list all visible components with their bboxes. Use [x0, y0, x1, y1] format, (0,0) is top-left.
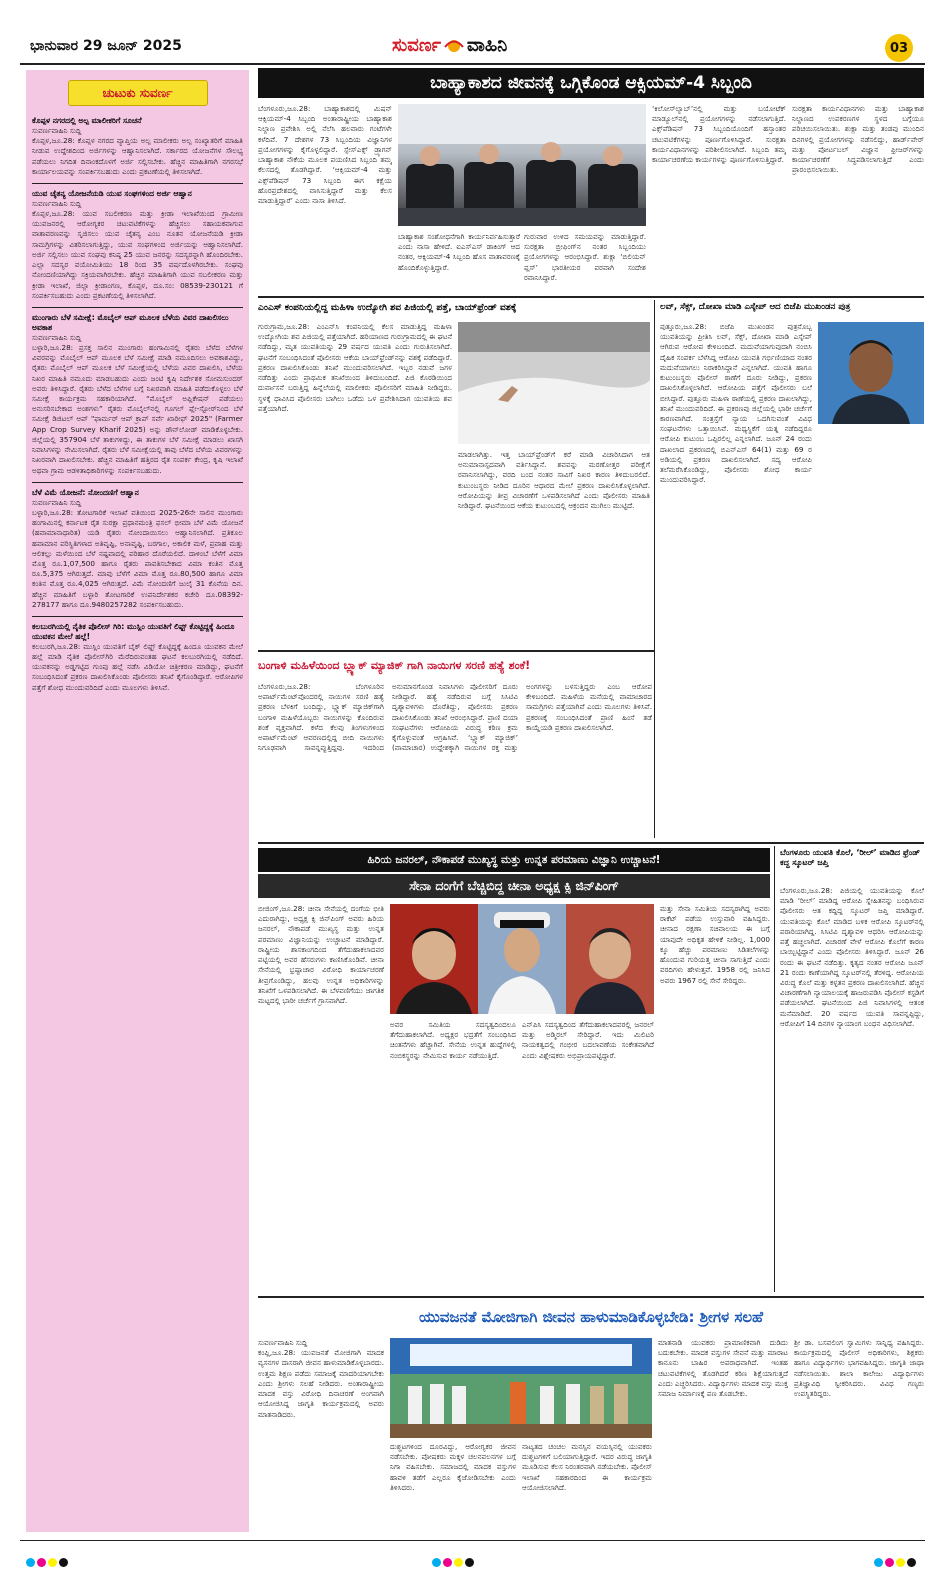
brand-left: ಸುವರ್ಣ [392, 34, 441, 56]
lead-col-2: ಬಾಹ್ಯಾಕಾಶ ಸಂಶೋಧನೆಗಾಗಿ ಕಾರ್ಯನಿರ್ವಹಿಸುತ್ತಾರೆ ಎಂದು ನಾಸಾ ಹೇಳಿದೆ. ಐಎಸ್‌ಎಸ್ ಡಾಕಿಂಗ್ ಆದ ನಂತರ, ಆಕ್ಸಿಯಮ್-4 ಸಿಬ್ಬಂದಿ ಹೊಸ ವಾತಾವರಣಕ್ಕೆ ಹೊಂದಿಕೊಳ್ಳುತ್ತಿದ್ದಾರೆ. [398, 232, 520, 272]
brief-item [32, 622, 243, 693]
divider [258, 296, 924, 298]
page-number-badge [885, 34, 913, 62]
registration-marks-right [874, 1552, 918, 1571]
brief-body: ಸುವರ್ಣವಾಹಿನಿ ಸುದ್ದಿ ಕೊಪ್ಪಳ,ಜೂ.28: ಕೊಪ್ಪಳ ನಗರದ ವ್ಯಾಪ್ತಿಯ ಅಲ್ಪ ಮಾಲೀಕರು ಅಲ್ಪ ಸಂಖ್ಯಾತರಿಗೆ ಮಾಹಿತಿ ನೀಡುವ ಉದ್ದೇಶದಿಂದ ಅರ್ಜಿಗಳನ್ನು ಆಹ್ವಾನಿಸಲಾಗಿದೆ. ಸರ್ಕಾರದ ಯೋಜನೆಗಳ ಸೌಲಭ್ಯ ಪಡೆಯಲು ನಿಗದಿತ ದಿನಾಂಕದೊಳಗೆ ಅರ್ಜಿ ಸಲ್ಲಿಸಬೇಕು. ಹೆಚ್ಚಿನ ಮಾಹಿತಿಗಾಗಿ ನಗರಸಭೆ ಕಾರ್ಯಾಲಯವನ್ನು ಸಂಪರ್ಕಿಸಬಹುದು ಎಂದು ಪ್ರಕಟಣೆಯಲ್ಲಿ ತಿಳಿಸಲಾಗಿದೆ. [32, 125, 243, 176]
brief-item [32, 313, 243, 476]
story5-col-4: ಮತ್ತು ಸೇನಾ ಸಮಿತಿಯ ಸದಸ್ಯರಾಗಿದ್ದ ಅವರು ರಾಕೆಟ್ ಪಡೆಯ ಉಸ್ತುವಾರಿ ವಹಿಸಿದ್ದರು. ಚೀನಾದ ರಕ್ಷಣಾ ಸಚಿವಾಲಯ ಈ ಬಗ್ಗೆ ಯಾವುದೇ ಅಧಿಕೃತ ಹೇಳಿಕೆ ನೀಡಿಲ್ಲ. 1,000 ಕ್ಕೂ ಹೆಚ್ಚು ಪರಮಾಣು ಸಿಡಿತಲೆಗಳನ್ನು ಹೊಂದುವ ಗುರಿಯತ್ತ ಚೀನಾ ಸಾಗುತ್ತಿದೆ ಎಂದು ವರದಿಗಳು ಹೇಳುತ್ತವೆ. 1958 ರಲ್ಲಿ ಜನಿಸಿದ ಅವರು 1967 ರಲ್ಲಿ ಸೇನೆ ಸೇರಿದ್ದರು. [660, 904, 770, 985]
lead-photo-astronauts [398, 104, 646, 226]
story7-col-5: ಶ್ರೀ ಡಾ. ಬಸವಲಿಂಗ ಸ್ವಾಮಿಗಳು ಸಾನ್ನಿಧ್ಯ ವಹಿಸಿದ್ದರು. ಕಾರ್ಯಕ್ರಮದಲ್ಲಿ ಪೊಲೀಸ್ ಅಧಿಕಾರಿಗಳು, ಶಿಕ್ಷಕರು ಹಾಗೂ ವಿದ್ಯಾರ್ಥಿಗಳು ಭಾಗವಹಿಸಿದ್ದರು. ಜಾಗೃತಿ ಜಾಥಾ ನಡೆಸಲಾಯಿತು. ಶಾಲಾ ಕಾಲೇಜು ವಿದ್ಯಾರ್ಥಿಗಳು ಪ್ರತಿಜ್ಞಾವಿಧಿ ಸ್ವೀಕರಿಸಿದರು. ವಿವಿಧ ಗಣ್ಯರು ಉಪಸ್ಥಿತರಿದ್ದರು. [794, 1338, 924, 1399]
lead-headline: ಬಾಹ್ಯಾಕಾಶದ ಜೀವನಕ್ಕೆ ಒಗ್ಗಿಕೊಂಡ ಆಕ್ಸಿಯಮ್-4 ಸಿಬ್ಬಂದಿ [430, 73, 752, 93]
lead-col-4: ‘ಕಿಲೋಸ್‌ಲ್ಯಾಬ್’ನಲ್ಲಿ ಮತ್ತು ಬಯೋಟೆಕ್ ಮಾಡ್ಯೂಲ್‌ನಲ್ಲಿ ಪ್ರಯೋಗಗಳನ್ನು ನಡೆಸಲಾಗುತ್ತಿದೆ. ಎಕ್ಸ್‌ಪೆಡಿಷನ್ 73 ಸಿಬ್ಬಂದಿಯೊಂದಿಗೆ ಹಸ್ತಾಂತರ ಚಟುವಟಿಕೆಗಳನ್ನು ಪೂರ್ಣಗೊಳಿಸಿದ್ದಾರೆ. ಸುರಕ್ಷತಾ ಕಾರ್ಯವಿಧಾನಗಳನ್ನು ಪರಿಶೀಲಿಸಲಾಗಿದೆ. ಸಿಬ್ಬಂದಿ ತಮ್ಮ ಕಾರ್ಯಾಚರಣೆಯ ಕಾರ್ಯಗಳನ್ನು ಪೂರ್ಣಗೊಳಿಸುತ್ತಿದ್ದಾರೆ. [652, 104, 786, 165]
story2-photo-covered-body [458, 322, 650, 444]
brief-item [32, 488, 243, 610]
brief-title: ಕೊಪ್ಪಳ ನಗರದಲ್ಲಿ ಅಲ್ಪ ಮಾಲೀಕರಿಗೆ ಸೂಚನೆ [32, 116, 142, 125]
divider [32, 482, 243, 483]
brief-item [32, 116, 243, 177]
page-number: 03 [889, 40, 909, 56]
story7-col-2: ದುಶ್ಚಟಗಳಿಂದ ದೂರವಿದ್ದು, ಆರೋಗ್ಯಕರ ಜೀವನ ನಡೆಸಬೇಕು. ಪೋಷಕರು ಮಕ್ಕಳ ಚಲನವಲನಗಳ ಬಗ್ಗೆ ನಿಗಾ ವಹಿಸಬೇಕು. ಸಮಾಜದಲ್ಲಿ ಮಾದಕ ವಸ್ತುಗಳ ಹಾವಳಿ ತಡೆಗೆ ಎಲ್ಲರೂ ಕೈಜೋಡಿಸಬೇಕು ಎಂದು ತಿಳಿಸಿದರು. [390, 1442, 516, 1492]
sidebar [26, 70, 249, 1532]
vertical-divider [654, 300, 655, 838]
story7-col-1: ಸುವರ್ಣವಾಹಿನಿ ಸುದ್ದಿ ಕಂಪ್ಲಿ,ಜೂ.28: ಯುವಜನತೆ ಮೋಜಿಗಾಗಿ ಮಾದಕ ವ್ಯಸನಗಳ ದಾಸರಾಗಿ ಜೀವನ ಹಾಳುಮಾಡಿಕೊಳ್ಳಬಾರದು. ಉತ್ತಮ ಶಿಕ್ಷಣ ಪಡೆದು ಸಮಾಜಕ್ಕೆ ಮಾದರಿಯಾಗಬೇಕು ಎಂದು ಶ್ರೀಗಳು ಸಲಹೆ ನೀಡಿದರು. ಅಂತಾರಾಷ್ಟ್ರೀಯ ಮಾದಕ ವಸ್ತು ವಿರೋಧಿ ದಿನಾಚರಣೆ ಅಂಗವಾಗಿ ಆಯೋಜಿಸಿದ್ದ ಜಾಗೃತಿ ಕಾರ್ಯಕ್ರಮದಲ್ಲಿ ಅವರು ಮಾತನಾಡಿದರು. [258, 1338, 384, 1419]
story2-headline: ಎಂಎಸ್ ಕಂಪನಿಯಲ್ಲಿದ್ದ ಮಹಿಳಾ ಉದ್ಯೋಗಿ ಶವ ಪಿಜಿಯಲ್ಲಿ ಪತ್ತೆ, ಬಾಯ್‌ಫ್ರೆಂಡ್ ವಶಕ್ಕೆ [258, 302, 517, 313]
story7-headline: ಯುವಜನತೆ ಮೋಜಿಗಾಗಿ ಜೀವನ ಹಾಳುಮಾಡಿಕೊಳ್ಳಬೇಡಿ: ಶ್ರೀಗಳ ಸಲಹೆ [418, 1308, 764, 1326]
story5-headline-bar [258, 874, 770, 898]
sidebar-banner-label: ಚುಟುಕು ಸುವರ್ಣ [102, 85, 173, 100]
divider [32, 183, 243, 184]
brief-body: ಸುವರ್ಣವಾಹಿನಿ ಸುದ್ದಿ ಬಳ್ಳಾರಿ,ಜೂ.28: ಪ್ರಸಕ್ತ ಸಾಲಿನ ಮುಂಗಾರು ಹಂಗಾಮಿನಲ್ಲಿ ರೈತರು ಬೆಳೆದ ಬೆಳೆಗಳ ವಿವರವನ್ನು ಮೊಬೈಲ್ ಆಪ್ ಮೂಲಕ ಬೆಳೆ ಸಮೀಕ್ಷೆ ಮಾಡಿ ನಮೂದಿಸಲು ಅವಕಾಶವಿದ್ದು, ರೈತರು ಮೊಬೈಲ್ ಆಪ್ ಮೂಲಕ ಬೆಳೆ ಸಮೀಕ್ಷೆಯಲ್ಲಿ ಬೆಳೆಯ ವಿವರ ದಾಖಲಿಸಿ, ಬೆಳೆಯ ನಿಖರ ಮಾಹಿತಿ ನಮೂದು ಮಾಡಬಹುದು ಎಂದು ಜಂಟಿ ಕೃಷಿ ನಿರ್ದೇಶಕ ಸೋಮಸುಂದರ್ ಅವರು ತಿಳಿಸಿದ್ದಾರೆ. ರೈತರು ಬೆಳೆದ ಬೆಳೆಗಳ ಬಗ್ಗೆ ನಿಖರವಾಗಿ ಮಾಹಿತಿ ಪಡೆದುಕೊಳ್ಳಲು ಬೆಳೆ ಸಮೀಕ್ಷೆ ಕಾರ್ಯಕ್ರಮ ಸಹಕಾರಿಯಾಗಿದೆ. “ಮೊಬೈಲ್ ಅಪ್ಲಿಕೇಷನ್ ಪಡೆಯಲು ಅನುಸರಿಸಬೇಕಾದ ಅಂಶಗಳು” ರೈತರು ಮೊಬೈಲ್‌ನಲ್ಲಿ ಗೂಗಲ್ ಪ್ಲೇ-ಸ್ಟೋರ್‌ನಿಂದ ಬೆಳೆ ಸಮೀಕ್ಷೆ ಡಿಜಿಟಲ್ ಆಪ್ "ಫಾರ್ಮರ್ ಆಪ್ ಕ್ರಾಪ್ ಸರ್ವೆ ಖಾರೀಫ್ 2025" (Farmer App Crop Survey Kharif 2025) ಅನ್ನು ಡೌನ್‌ಲೋಡ್ ಮಾಡಿಕೊಳ್ಳಬೇಕು. ಜಿಲ್ಲೆಯಲ್ಲಿ 357904 ಬೆಳೆ ತಾಕುಗಳಿದ್ದು, ಈ ತಾಕುಗಳ ಬೆಳೆ ಸಮೀಕ್ಷೆ ಮಾಡಲು ಖಾಸಗಿ ನಿವಾಸಿಗಳನ್ನು ನೇಮಿಸಲಾಗಿದೆ. ರೈತರು ಬೆಳೆ ಸಮೀಕ್ಷೆಯಲ್ಲಿ ತಾವು ಬೆಳೆದ ಬೆಳೆಯ ವಿವರಗಳನ್ನು ನಿಖರವಾಗಿ ದಾಖಲಿಸಬೇಕು. ಹೆಚ್ಚಿನ ಮಾಹಿತಿಗೆ ಹತ್ತಿರದ ರೈತ ಸಂಪರ್ಕ ಕೇಂದ್ರ, ಕೃಷಿ ಇಲಾಖೆ ಅಥವಾ ಗ್ರಾಮ ಆಡಳಿತಾಧಿಕಾರಿಗಳನ್ನು ಸಂಪರ್ಕಿಸಬಹುದು. [32, 332, 243, 475]
story6-body: ಬೆಂಗಳೂರು,ಜೂ.28: ಪಿಜಿಯಲ್ಲಿ ಯುವತಿಯನ್ನು ಕೊಲೆ ಮಾಡಿ ‘ರೀಲ್’ ಮಾಡಿದ್ದ ಆರೋಪಿ ಸ್ನೇಹಿತನನ್ನು ಬಂಧಿಸಿರುವ ಪೊಲೀಸರು ಆತ ಕದ್ದಿದ್ದ ಸ್ಕೂಟರ್ ಜಪ್ತಿ ಮಾಡಿದ್ದಾರೆ. ಯುವತಿಯನ್ನು ಕೊಲೆ ಮಾಡಿದ ಬಳಿಕ ಆರೋಪಿ ಸ್ಕೂಟರ್‌ನಲ್ಲಿ ಪರಾರಿಯಾಗಿದ್ದ. ಸಿಸಿಟಿವಿ ದೃಶ್ಯಾವಳಿ ಆಧರಿಸಿ ಆರೋಪಿಯನ್ನು ಪತ್ತೆ ಹಚ್ಚಲಾಗಿದೆ. ವಿಚಾರಣೆ ವೇಳೆ ಆರೋಪಿ ಕೊಲೆಗೆ ಕಾರಣ ಬಾಯ್ಬಿಟ್ಟಿದ್ದಾನೆ ಎಂದು ಪೊಲೀಸರು ತಿಳಿಸಿದ್ದಾರೆ. ಜೂನ್ 26 ರಂದು ಈ ಘಟನೆ ನಡೆದಿತ್ತು. ಕೃತ್ಯದ ನಂತರ ಆರೋಪಿ ಜೂನ್ 21 ರಂದು ಕಾಣೆಯಾಗಿದ್ದ ಸ್ಕೂಟರ್‌ನಲ್ಲಿ ತೆರಳಿದ್ದ. ಆರೋಪಿಯ ವಿರುದ್ಧ ಕೊಲೆ ಮತ್ತು ಕಳ್ಳತನ ಪ್ರಕರಣ ದಾಖಲಿಸಲಾಗಿದೆ. ಹೆಚ್ಚಿನ ವಿಚಾರಣೆಗಾಗಿ ನ್ಯಾಯಾಲಯಕ್ಕೆ ಹಾಜರುಪಡಿಸಿ ಪೊಲೀಸ್ ಕಸ್ಟಡಿಗೆ ಪಡೆಯಲಾಗಿದೆ. ಘಟನೆಯಿಂದ ಪಿಜಿ ನಿವಾಸಿಗಳಲ್ಲಿ ಆತಂಕ ಮನೆಮಾಡಿದೆ. 20 ವರ್ಷದ ಯುವತಿ ಸಾವನ್ನಪ್ಪಿದ್ದು, ಆರೋಪಿಗೆ 14 ದಿನಗಳ ನ್ಯಾಯಾಂಗ ಬಂಧನ ವಿಧಿಸಲಾಗಿದೆ. [780, 886, 924, 1028]
story5-kicker: ಹಿರಿಯ ಜನರಲ್, ನೌಕಾಪಡೆ ಮುಖ್ಯಸ್ಥ ಮತ್ತು ಉನ್ನತ ಪರಮಾಣು ವಿಜ್ಞಾನಿ ಉಚ್ಚಾಟನೆ! [367, 853, 661, 866]
divider [258, 650, 654, 652]
story5-headline: ಸೇನಾ ದಂಗೆಗೆ ಬೆಚ್ಚಿಬಿದ್ದ ಚೀನಾ ಅಧ್ಯಕ್ಷ ಕ್ಸಿ ಜಿನ್‌ಪಿಂಗ್ [409, 878, 619, 893]
divider [32, 307, 243, 308]
story5-col-3: ಎನ್‌ಪಿಸಿ ಸದಸ್ಯತ್ವದಿಂದ ತೆಗೆದುಹಾಕಲಾದವರಲ್ಲಿ ಜನರಲ್ ಮತ್ತು ಅಡ್ಮಿರಲ್ ಸೇರಿದ್ದಾರೆ. ಇದು ಮಿಲಿಟರಿ ನಾಯಕತ್ವದಲ್ಲಿ ಗಂಭೀರ ಬದಲಾವಣೆಯ ಸಂಕೇತವಾಗಿದೆ ಎಂದು ವಿಶ್ಲೇಷಕರು ಅಭಿಪ್ರಾಯಪಟ್ಟಿದ್ದಾರೆ. [522, 1020, 654, 1060]
footer-rule [20, 1540, 925, 1541]
brand-logo [392, 32, 507, 58]
story5-col-1: ಬೀಜಿಂಗ್,ಜೂ.28: ಚೀನಾ ಸೇನೆಯಲ್ಲಿ ದಂಗೆಯ ಭೀತಿ ಎದುರಾಗಿದ್ದು, ಅಧ್ಯಕ್ಷ ಕ್ಸಿ ಜಿನ್‌ಪಿಂಗ್ ಅವರು ಹಿರಿಯ ಜನರಲ್, ನೌಕಾಪಡೆ ಮುಖ್ಯಸ್ಥ ಮತ್ತು ಉನ್ನತ ಪರಮಾಣು ವಿಜ್ಞಾನಿಯನ್ನು ಉಚ್ಚಾಟನೆ ಮಾಡಿದ್ದಾರೆ. ರಾಷ್ಟ್ರೀಯ ಶಾಸಕಾಂಗದಿಂದ ತೆಗೆದುಹಾಕಲಾದವರ ಪಟ್ಟಿಯಲ್ಲಿ ಅವರ ಹೆಸರುಗಳು ಕಾಣಿಸಿಕೊಂಡಿವೆ. ಚೀನಾ ಸೇನೆಯಲ್ಲಿ ಭ್ರಷ್ಟಾಚಾರ ವಿರೋಧಿ ಕಾರ್ಯಾಚರಣೆ ತೀವ್ರಗೊಂಡಿದ್ದು, ಹಲವು ಉನ್ನತ ಅಧಿಕಾರಿಗಳನ್ನು ತನಿಖೆಗೆ ಒಳಪಡಿಸಲಾಗಿದೆ. ಈ ಬೆಳವಣಿಗೆಯು ಜಾಗತಿಕ ಮಟ್ಟದಲ್ಲಿ ಭಾರೀ ಚರ್ಚೆಗೆ ಗ್ರಾಸವಾಗಿದೆ. [258, 904, 384, 1005]
lead-headline-bar [258, 68, 924, 98]
story7-col-4: ಮಾತನಾಡಿ ಯುವಕರು ಪ್ರಾಮಾಣಿಕವಾಗಿ ದುಡಿದು ಬದುಕಬೇಕು. ಮಾದಕ ವಸ್ತುಗಳ ಸೇವನೆ ಮತ್ತು ಮಾರಾಟ ಕಾನೂನು ಬಾಹಿರ ಅಪರಾಧವಾಗಿದೆ. ಇಂತಹ ಚಟುವಟಿಕೆಗಳಲ್ಲಿ ತೊಡಗಿದರೆ ಕಠಿಣ ಶಿಕ್ಷೆಯಾಗುತ್ತದೆ ಎಂದು ಎಚ್ಚರಿಸಿದರು. ವಿದ್ಯಾರ್ಥಿಗಳು ಮಾದಕ ವಸ್ತು ಮುಕ್ತ ಸಮಾಜ ನಿರ್ಮಾಣಕ್ಕೆ ಪಣ ತೊಡಬೇಕು. [658, 1338, 788, 1399]
brief-title: ಕಲಬುರಗಿಯಲ್ಲಿ ನೈತಿಕ ಪೊಲೀಸ್ ಗಿರಿ: ಮುಸ್ಲಿಂ ಯುವತಿಗೆ ಲಿಫ್ಟ್ ಕೊಟ್ಟಿದ್ದಕ್ಕೆ ಹಿಂದೂ ಯುವಕನ ಮೇಲೆ ಹಲ್ಲೆ! [32, 622, 235, 641]
brief-title: ಯುವ ಚೈತನ್ಯ ಯೋಜನೆಯಡಿ ಯುವ ಸಂಘಗಳಿಂದ ಅರ್ಜಿ ಆಹ್ವಾನ [32, 188, 192, 198]
story2-col-1: ಗುರುಗ್ರಾಮ,ಜೂ.28: ಎಂಎನ್‌ಸಿ ಕಂಪನಿಯಲ್ಲಿ ಕೆಲಸ ಮಾಡುತ್ತಿದ್ದ ಮಹಿಳಾ ಉದ್ಯೋಗಿಯ ಶವ ಪಿಜಿಯಲ್ಲಿ ಪತ್ತೆಯಾಗಿದೆ. ಹರಿಯಾಣದ ಗುರುಗ್ರಾಮದಲ್ಲಿ ಈ ಘಟನೆ ನಡೆದಿದ್ದು, ಮೃತ ಯುವತಿಯನ್ನು 29 ವರ್ಷದ ಯುವತಿ ಎಂದು ಗುರುತಿಸಲಾಗಿದೆ. ಘಟನೆಗೆ ಸಂಬಂಧಿಸಿದಂತೆ ಪೊಲೀಸರು ಆಕೆಯ ಬಾಯ್‌ಫ್ರೆಂಡ್‌ನನ್ನು ವಶಕ್ಕೆ ಪಡೆದಿದ್ದಾರೆ. ಪ್ರಕರಣ ದಾಖಲಿಸಿಕೊಂಡು ತನಿಖೆ ಮುಂದುವರಿಸಲಾಗಿದೆ. ಇಬ್ಬರ ನಡುವೆ ಜಗಳ ನಡೆದಿತ್ತು ಎಂದು ಪ್ರಾಥಮಿಕ ತನಿಖೆಯಿಂದ ತಿಳಿದುಬಂದಿದೆ. ಪಿಜಿ ಕೊಠಡಿಯಿಂದ ದುರ್ವಾಸನೆ ಬರುತ್ತಿದ್ದ ಹಿನ್ನೆಲೆಯಲ್ಲಿ ಮಾಲೀಕರು ಪೊಲೀಸರಿಗೆ ಮಾಹಿತಿ ನೀಡಿದ್ದರು. ಸ್ಥಳಕ್ಕೆ ಧಾವಿಸಿದ ಪೊಲೀಸರು ಬಾಗಿಲು ಒಡೆದು ಒಳ ಪ್ರವೇಶಿಸಿದಾಗ ಯುವತಿಯ ಶವ ಪತ್ತೆಯಾಗಿದೆ. [258, 322, 452, 413]
story3-body: ಪುತ್ತೂರು,ಜೂ.28: ಬಿಜೆಪಿ ಮುಖಂಡನ ಪುತ್ರನೊಬ್ಬ ಯುವತಿಯನ್ನು ಪ್ರೀತಿಸಿ ಲವ್, ಸೆಕ್ಸ್, ದೋಖಾ ಮಾಡಿ ಎಸ್ಕೇಪ್ ಆಗಿರುವ ಆರೋಪ ಕೇಳಿಬಂದಿದೆ. ಮದುವೆಯಾಗುವುದಾಗಿ ನಂಬಿಸಿ ದೈಹಿಕ ಸಂಪರ್ಕ ಬೆಳೆಸಿದ್ದ ಆರೋಪಿ ಯುವತಿ ಗರ್ಭಿಣಿಯಾದ ನಂತರ ಮದುವೆಯಾಗಲು ನಿರಾಕರಿಸಿದ್ದಾನೆ ಎನ್ನಲಾಗಿದೆ. ಯುವತಿ ಹಾಗೂ ಕುಟುಂಬಸ್ಥರು ಪೊಲೀಸ್ ಠಾಣೆಗೆ ದೂರು ನೀಡಿದ್ದು, ಪ್ರಕರಣ ದಾಖಲಿಸಿಕೊಳ್ಳಲಾಗಿದೆ. ಆರೋಪಿಯ ಪತ್ತೆಗೆ ಪೊಲೀಸರು ಬಲೆ ಬೀಸಿದ್ದಾರೆ. ಪುತ್ತೂರು ಮಹಿಳಾ ಠಾಣೆಯಲ್ಲಿ ಪ್ರಕರಣ ದಾಖಲಾಗಿದ್ದು, ತನಿಖೆ ಮುಂದುವರಿದಿದೆ. ಈ ಪ್ರಕರಣವು ಜಿಲ್ಲೆಯಲ್ಲಿ ಭಾರೀ ಚರ್ಚೆಗೆ ಕಾರಣವಾಗಿದೆ. ಸಂತ್ರಸ್ತೆಗೆ ನ್ಯಾಯ ಒದಗಿಸುವಂತೆ ವಿವಿಧ ಸಂಘಟನೆಗಳು ಒತ್ತಾಯಿಸಿವೆ. ಮಧ್ಯಸ್ಥಿಕೆಗೆ ಯತ್ನ ನಡೆದಿದ್ದರೂ ಆರೋಪಿ ಕುಟುಂಬ ಒಪ್ಪಿರಲಿಲ್ಲ ಎನ್ನಲಾಗಿದೆ. ಜೂನ್ 24 ರಂದು ದಾಖಲಾದ ಪ್ರಕರಣದಲ್ಲಿ ಬಿಎನ್‌ಎಸ್ 64(1) ಮತ್ತು 69 ರ ಅಡಿಯಲ್ಲಿ ಪ್ರಕರಣ ದಾಖಲಿಸಲಾಗಿದೆ. ಸದ್ಯ ಆರೋಪಿ ತಲೆಮರೆಸಿಕೊಂಡಿದ್ದು, ಪೊಲೀಸರು ಶೋಧ ಕಾರ್ಯ ಮುಂದುವರಿಸಿದ್ದಾರೆ. [660, 322, 812, 485]
story7-headline-box [258, 1302, 924, 1332]
brief-item [32, 189, 243, 301]
lead-col-1: ಬೆಂಗಳೂರು,ಜೂ.28: ಬಾಹ್ಯಾಕಾಶದಲ್ಲಿ ಮಿಷನ್ ಆಕ್ಸಿಯಮ್-4 ಸಿಬ್ಬಂದಿ ಅಂತಾರಾಷ್ಟ್ರೀಯ ಬಾಹ್ಯಾಕಾಶ ನಿಲ್ದಾಣ ಪ್ರವೇಶಿಸಿ ಅಲ್ಲಿ ನೆಲೆಸಿ ಹಲವಾರು ಗಂಟೆಗಳೇ ಕಳೆದಿವೆ. 7 ದೇಶಗಳ 73 ಸಿಬ್ಬಂದಿಯ ವಿಜ್ಞಾನಿಗಳ ಪ್ರಯೋಗಗಳನ್ನು ಕೈಗೊಳ್ಳಲಿದ್ದಾರೆ. ಸ್ಪೇಸ್‌ಎಕ್ಸ್ ಡ್ರ್ಯಾಗನ್ ಬಾಹ್ಯಾಕಾಶ ನೌಕೆಯ ಮೂಲಕ ಪಯಣಿಸಿದ ಸಿಬ್ಬಂದಿ ತಮ್ಮ ಕೆಲಸದಲ್ಲಿ ತೊಡಗಿದ್ದಾರೆ. ‘ಆಕ್ಸಿಯಮ್-4 ಮತ್ತು ಎಕ್ಸ್‌ಪೆಡಿಷನ್ 73 ಸಿಬ್ಬಂದಿ ಈಗ ಕಕ್ಷೆಯ ಹೊರಪ್ರದೇಶದಲ್ಲಿ ವಾಸಿಸುತ್ತಿದ್ದಾರೆ ಮತ್ತು ಕೆಲಸ ಮಾಡುತ್ತಿದ್ದಾರೆ’ ಎಂದು ನಾಸಾ ತಿಳಿಸಿದೆ. [258, 104, 392, 205]
brand-right: ವಾಹಿನಿ [466, 34, 508, 56]
divider [258, 1296, 924, 1298]
story5-photos [390, 904, 654, 1014]
story4-body: ಬೆಂಗಳೂರು,ಜೂ.28: ಬೆಂಗಳೂರಿನ ಅಪಾರ್ಟ್‌ಮೆಂಟ್‌ವೊಂದರಲ್ಲಿ ನಾಯಿಗಳ ಸರಣಿ ಹತ್ಯೆ ಪ್ರಕರಣ ಬೆಳಕಿಗೆ ಬಂದಿದ್ದು, ಬ್ಲ್ಯಾಕ್ ಮ್ಯಾಜಿಕ್‌ಗಾಗಿ ಬಂಗಾಳಿ ಮಹಿಳೆಯೊಬ್ಬರು ನಾಯಿಗಳನ್ನು ಕೊಂದಿರುವ ಶಂಕೆ ವ್ಯಕ್ತವಾಗಿದೆ. ಕಳೆದ ಕೆಲವು ತಿಂಗಳುಗಳಿಂದ ಅಪಾರ್ಟ್‌ಮೆಂಟ್ ಆವರಣದಲ್ಲಿದ್ದ ಬೀದಿ ನಾಯಿಗಳು ನಿಗೂಢವಾಗಿ ಸಾವನ್ನಪ್ಪುತ್ತಿದ್ದವು. ಇದರಿಂದ ಅನುಮಾನಗೊಂಡ ನಿವಾಸಿಗಳು ಪೊಲೀಸರಿಗೆ ದೂರು ನೀಡಿದ್ದಾರೆ. ಹತ್ಯೆ ನಡೆದಿರುವ ಬಗ್ಗೆ ಸಿಸಿಟಿವಿ ದೃಶ್ಯಾವಳಿಗಳು ದೊರೆತಿದ್ದು, ಪೊಲೀಸರು ಪ್ರಕರಣ ದಾಖಲಿಸಿಕೊಂಡು ತನಿಖೆ ಆರಂಭಿಸಿದ್ದಾರೆ. ಪ್ರಾಣಿ ದಯಾ ಸಂಘಟನೆಗಳು ಆರೋಪಿಯ ವಿರುದ್ಧ ಕಠಿಣ ಕ್ರಮ ಕೈಗೊಳ್ಳುವಂತೆ ಆಗ್ರಹಿಸಿವೆ. ‘ಬ್ಲ್ಯಾಕ್ ಮ್ಯಾಜಿಕ್’ (ವಾಮಾಚಾರ) ಉದ್ದೇಶಕ್ಕಾಗಿ ನಾಯಿಗಳ ರಕ್ತ ಮತ್ತು ಅಂಗಗಳನ್ನು ಬಳಸುತ್ತಿದ್ದರು ಎಂಬ ಆರೋಪ ಕೇಳಿಬಂದಿದೆ. ಮಹಿಳೆಯ ಮನೆಯಲ್ಲಿ ವಾಮಾಚಾರದ ಸಾಮಗ್ರಿಗಳು ಪತ್ತೆಯಾಗಿವೆ ಎಂದು ಮೂಲಗಳು ತಿಳಿಸಿವೆ. ಪ್ರಕರಣಕ್ಕೆ ಸಂಬಂಧಿಸಿದಂತೆ ಪ್ರಾಣಿ ಹಿಂಸೆ ತಡೆ ಕಾಯ್ದೆಯಡಿ ಪ್ರಕರಣ ದಾಖಲಿಸಲಾಗಿದೆ. [258, 682, 652, 753]
story5-col-2: ಅವರ ಸಮಿತಿಯ ಸದಸ್ಯತ್ವದಿಂದಲೂ ತೆಗೆದುಹಾಕಲಾಗಿದೆ. ಅಧ್ಯಕ್ಷರ ಭದ್ರತೆಗೆ ಸಂಬಂಧಿಸಿದ ಚಿಂತನೆಗಳು ಹೆಚ್ಚಾಗಿವೆ. ಸೇನೆಯ ಉನ್ನತ ಹುದ್ದೆಗಳಲ್ಲಿ ನಂಬಿಕಸ್ಥರನ್ನು ನೇಮಿಸುವ ಕಾರ್ಯ ನಡೆಯುತ್ತಿದೆ. [390, 1020, 516, 1060]
brief-body: ಸುವರ್ಣವಾಹಿನಿ ಸುದ್ದಿ ಕೊಪ್ಪಳ,ಜೂ.28: ಯುವ ಸಬಲೀಕರಣ ಮತ್ತು ಕ್ರೀಡಾ ಇಲಾಖೆಯಿಂದ ಗ್ರಾಮೀಣ ಯುವಜನರಲ್ಲಿ ಆರೋಗ್ಯಕರ ಚಟುವಟಿಕೆಗಳನ್ನು ಹೆಚ್ಚಿಸಲು ಸಹಾಯಕವಾಗುವ ವಾತಾವರಣವನ್ನು ಸೃಜಿಸಲು ಯುವ ಚೈತನ್ಯ ಎಂಬ ನೂತನ ಯೋಜನೆಯಡಿ ಕ್ರೀಡಾ ಸಾಮಗ್ರಿಗಳನ್ನು ವಿತರಿಸಲಾಗುತ್ತಿದ್ದು, ಯುವ ಸಂಘಗಳಿಂದ ಅರ್ಜಿಯನ್ನು ಆಹ್ವಾನಿಸಲಾಗಿದೆ. ಅರ್ಜಿ ಸಲ್ಲಿಸಲು ಯುವ ಸಂಘವು ಕನಿಷ್ಠ 25 ಯುವ ಜನರನ್ನು ಸದಸ್ಯರನ್ನಾಗಿ ಹೊಂದಿರಬೇಕು. ಎಲ್ಲಾ ಸದಸ್ಯರ ವಯೋಮಿತಿಯು 18 ರಿಂದ 35 ವರ್ಷದೊಳಗಿರಬೇಕು. ಸಂಘವು ನೋಂದಣಿಯಾಗಿದ್ದು ಸಕ್ರಿಯವಾಗಿರಬೇಕು. ಹೆಚ್ಚಿನ ಮಾಹಿತಿಗಾಗಿ ಯುವ ಸಬಲೀಕರಣ ಮತ್ತು ಕ್ರೀಡಾ ಇಲಾಖೆ, ಜಿಲ್ಲಾ ಕ್ರೀಡಾಂಗಣ, ಕೊಪ್ಪಳ, ದೂ.ಸಂ: 08539-230121 ಗೆ ಸಂಪರ್ಕಿಸಬಹುದು ಎಂದು ಪ್ರಕಟಣೆಯಲ್ಲಿ ತಿಳಿಸಲಾಗಿದೆ. [32, 198, 243, 300]
lead-col-3: ಗುರುವಾರ ಉಳಿದ ಸಮಯವನ್ನು ಮಾಡುತ್ತಿದ್ದಾರೆ. ಸುರಕ್ಷತಾ ಬ್ರೀಫಿಂಗ್‌ನ ನಂತರ ಸಿಬ್ಬಂದಿಯು ಪ್ರಯೋಗಗಳನ್ನು ಆರಂಭಿಸಿದ್ದಾರೆ. ಶುಕ್ಲಾ ‘ಬಿಲಿಯನ್ ಪ್ಲಸ್’ ಭಾರತೀಯರ ಪರವಾಗಿ ಸಂದೇಶ ರವಾನಿಸಿದ್ದಾರೆ. [524, 232, 646, 282]
brief-body: ಕಲಬುರಗಿ,ಜೂ.28: ಮುಸ್ಲಿಂ ಯುವತಿಗೆ ಬೈಕ್ ಲಿಫ್ಟ್ ಕೊಟ್ಟಿದ್ದಕ್ಕೆ ಹಿಂದೂ ಯುವಕನ ಮೇಲೆ ಹಲ್ಲೆ ಮಾಡಿ ನೈತಿಕ ಪೊಲೀಸ್‌ಗಿರಿ ಮೆರೆದಿರುವಂತಹ ಘಟನೆ ಕಲಬುರಗಿಯಲ್ಲಿ ನಡೆದಿದೆ. ಯುವಕನನ್ನು ಅಡ್ಡಗಟ್ಟಿದ ಗುಂಪು ಹಲ್ಲೆ ನಡೆಸಿ ವಿಡಿಯೋ ಚಿತ್ರೀಕರಣ ಮಾಡಿದ್ದು, ಘಟನೆಗೆ ಸಂಬಂಧಿಸಿದಂತೆ ಪ್ರಕರಣ ದಾಖಲಿಸಿಕೊಂಡು ಪೊಲೀಸರು ತನಿಖೆ ಕೈಗೊಂಡಿದ್ದಾರೆ. ಆರೋಪಿಗಳ ಪತ್ತೆಗೆ ಶೋಧ ಮುಂದುವರಿದಿದೆ ಎಂದು ಮೂಲಗಳು ತಿಳಿಸಿವೆ. [32, 641, 243, 692]
registration-marks-center [432, 1552, 476, 1571]
story3-headline: ಲವ್, ಸೆಕ್ಸ್, ದೋಖಾ ಮಾಡಿ ಎಸ್ಕೇಪ್ ಆದ ಬಿಜೆಪಿ ಮುಖಂಡನ ಪುತ್ರ [660, 302, 851, 312]
story2-col-2: ಮಾಡಲಾಗಿತ್ತು. ಇತ್ತ ಬಾಯ್‌ಫ್ರೆಂಡ್‌ಗೆ ಕರೆ ಮಾಡಿ ವಿಚಾರಿಸಿದಾಗ ಆತ ಅನುಮಾನಾಸ್ಪದವಾಗಿ ವರ್ತಿಸಿದ್ದಾನೆ. ಶವವನ್ನು ಮರಣೋತ್ತರ ಪರೀಕ್ಷೆಗೆ ರವಾನಿಸಲಾಗಿದ್ದು, ವರದಿ ಬಂದ ನಂತರ ಸಾವಿಗೆ ನಿಖರ ಕಾರಣ ತಿಳಿದುಬರಲಿದೆ. ಕುಟುಂಬಸ್ಥರು ನೀಡಿದ ದೂರಿನ ಆಧಾರದ ಮೇಲೆ ಪ್ರಕರಣ ದಾಖಲಿಸಿಕೊಳ್ಳಲಾಗಿದೆ. ಆರೋಪಿಯನ್ನು ತೀವ್ರ ವಿಚಾರಣೆಗೆ ಒಳಪಡಿಸಲಾಗಿದೆ ಎಂದು ಪೊಲೀಸರು ಮಾಹಿತಿ ನೀಡಿದ್ದಾರೆ. ಘಟನೆಯಿಂದ ಆಕೆಯ ಕುಟುಂಬದಲ್ಲಿ ಆಕ್ರಂದನ ಮುಗಿಲು ಮುಟ್ಟಿದೆ. [458, 450, 650, 511]
sidebar-banner [68, 80, 208, 106]
divider [32, 616, 243, 617]
vertical-divider [774, 846, 775, 1292]
story7-photo-event [390, 1338, 652, 1438]
brief-title: ಮುಂಗಾರು ಬೆಳೆ ಸಮೀಕ್ಷೆ: ಮೊಬೈಲ್ ಆಪ್ ಮೂಲಕ ಬೆಳೆಯ ವಿವರ ದಾಖಲಿಸಲು ಅವಕಾಶ [32, 313, 229, 332]
masthead [0, 0, 945, 64]
story4-headline: ಬಂಗಾಳಿ ಮಹಿಳೆಯಿಂದ ಬ್ಲ್ಯಾಕ್ ಮ್ಯಾಜಿಕ್ ಗಾಗಿ ನಾಯಿಗಳ ಸರಣಿ ಹತ್ಯೆ ಶಂಕೆ! [258, 659, 531, 672]
masthead-rule [20, 63, 925, 65]
lead-col-5: ಸುರಕ್ಷತಾ ಕಾರ್ಯವಿಧಾನಗಳು ಮತ್ತು ಬಾಹ್ಯಾಕಾಶ ನಿಲ್ದಾಣದ ಉಪಕರಣಗಳ ಸ್ಥಳದ ಬಗ್ಗೆಯೂ ಪರಿಚಯಿಸಲಾಯಿತು. ಶುಕ್ಲಾ ಮತ್ತು ತಂಡವು ಮುಂದಿನ ದಿನಗಳಲ್ಲಿ ಪ್ರಯೋಗಗಳನ್ನು ನಡೆಸಲಿದ್ದು, ಹಾರ್ಡ್‌ವೇರ್ ಮತ್ತು ಪೋರ್ಟಬಲ್ ವಿಜ್ಞಾನ ಫ್ರೀಜರ್‌ಗಳನ್ನು ಕಾರ್ಯಾಚರಣೆಗೆ ಸಿದ್ಧಪಡಿಸಲಾಗುತ್ತಿದೆ ಎಂದು ಪ್ರಾರಂಭಿಸಲಾಯಿತು. [792, 104, 924, 175]
story3-body-top [660, 322, 812, 536]
brief-body: ಸುವರ್ಣವಾಹಿನಿ ಸುದ್ದಿ ಬಳ್ಳಾರಿ,ಜೂ.28: ತೋಟಗಾರಿಕೆ ಇಲಾಖೆ ವತಿಯಿಂದ 2025-26ನೇ ಸಾಲಿನ ಮುಂಗಾರು ಹಂಗಾಮಿನಲ್ಲಿ ಕರ್ನಾಟಕ ರೈತ ಸುರಕ್ಷಾ ಪ್ರಧಾನಮಂತ್ರಿ ಫಸಲ್ ಭೀಮಾ ಬೆಳೆ ವಿಮೆ ಯೋಜನೆ (ಹವಾಮಾನಾಧಾರಿತ) ಯಡಿ ರೈತರು ನೋಂದಾಯಿಸಲು ಆಹ್ವಾನಿಸಲಾಗಿದೆ. ಪ್ರತಿಕೂಲ ಹವಾಮಾನ ಪರಿಸ್ಥಿತಿಗಳಾದ ಅತಿವೃಷ್ಟಿ, ಅನಾವೃಷ್ಟಿ, ಬರಗಾಲ, ಅಕಾಲಿಕ ಮಳೆ, ಪ್ರವಾಹ ಮತ್ತು ಆಲಿಕಲ್ಲು ಮಳೆಯಿಂದ ಬೆಳೆ ನಷ್ಟವಾದಲ್ಲಿ ಪರಿಹಾರ ದೊರೆಯಲಿದೆ. ದಾಳಿಂಬೆ ಬೆಳೆಗೆ ವಿಮಾ ಮೊತ್ತ ರೂ.1,07,500 ಹಾಗೂ ರೈತರು ಪಾವತಿಸಬೇಕಾದ ವಿಮಾ ಕಂತಿನ ಮೊತ್ತ ರೂ.5,375 ಆಗಿರುತ್ತದೆ. ಮಾವು ಬೆಳೆಗೆ ವಿಮಾ ಮೊತ್ತ ರೂ.80,500 ಹಾಗೂ ವಿಮಾ ಕಂತಿನ ಮೊತ್ತ ರೂ.4,025 ಆಗಿರುತ್ತದೆ. ವಿಮೆ ನೋಂದಣಿಗೆ ಜುಲೈ 31 ಕೊನೆಯ ದಿನ. ಹೆಚ್ಚಿನ ಮಾಹಿತಿಗೆ ಬಳ್ಳಾರಿ ತೋಟಗಾರಿಕೆ ಉಪನಿರ್ದೇಶಕರ ಕಚೇರಿ ದೂ.08392-278177 ಹಾಗೂ ದೂ.9480257282 ಸಂಪರ್ಕಿಸಬಹುದು. [32, 497, 243, 609]
story5-kicker-bar [258, 848, 770, 872]
story6-headline: ಬೆಂಗಳೂರು ಯುವತಿ ಕೊಲೆ, ‘ರೀಲ್’ ಮಾಡಿದ ಫ್ರೆಂಡ್ ಕದ್ದ ಸ್ಕೂಟರ್ ಜಪ್ತಿ [780, 848, 920, 868]
issue-date: ಭಾನುವಾರ 29 ಜೂನ್ 2025 [30, 38, 182, 54]
story3-photo-accused [818, 322, 924, 424]
story7-col-3: ನಾಟ್ಯತದ ಚಂಚಲ ಮನಸ್ಸಿನ ವಯಸ್ಸಿನಲ್ಲಿ ಯುವಕರು ದುಶ್ಚಟಗಳಿಗೆ ಬಲಿಯಾಗುತ್ತಿದ್ದಾರೆ. ಇದರ ವಿರುದ್ಧ ಜಾಗೃತಿ ಮೂಡಿಸುವ ಕೆಲಸ ನಿರಂತರವಾಗಿ ನಡೆಯಬೇಕು. ಪೊಲೀಸ್ ಇಲಾಖೆ ಸಹಕಾರದಿಂದ ಈ ಕಾರ್ಯಕ್ರಮ ಆಯೋಜಿಸಲಾಗಿದೆ. [522, 1442, 652, 1492]
sun-logo-icon [443, 34, 465, 56]
story4-headline-box [258, 654, 654, 678]
divider [258, 842, 924, 844]
brief-title: ಬೆಳೆ ವಿಮೆ ಯೋಜನೆ: ನೋಂದಣಿಗೆ ಆಹ್ವಾನ [32, 487, 139, 497]
registration-marks-left [26, 1552, 70, 1571]
